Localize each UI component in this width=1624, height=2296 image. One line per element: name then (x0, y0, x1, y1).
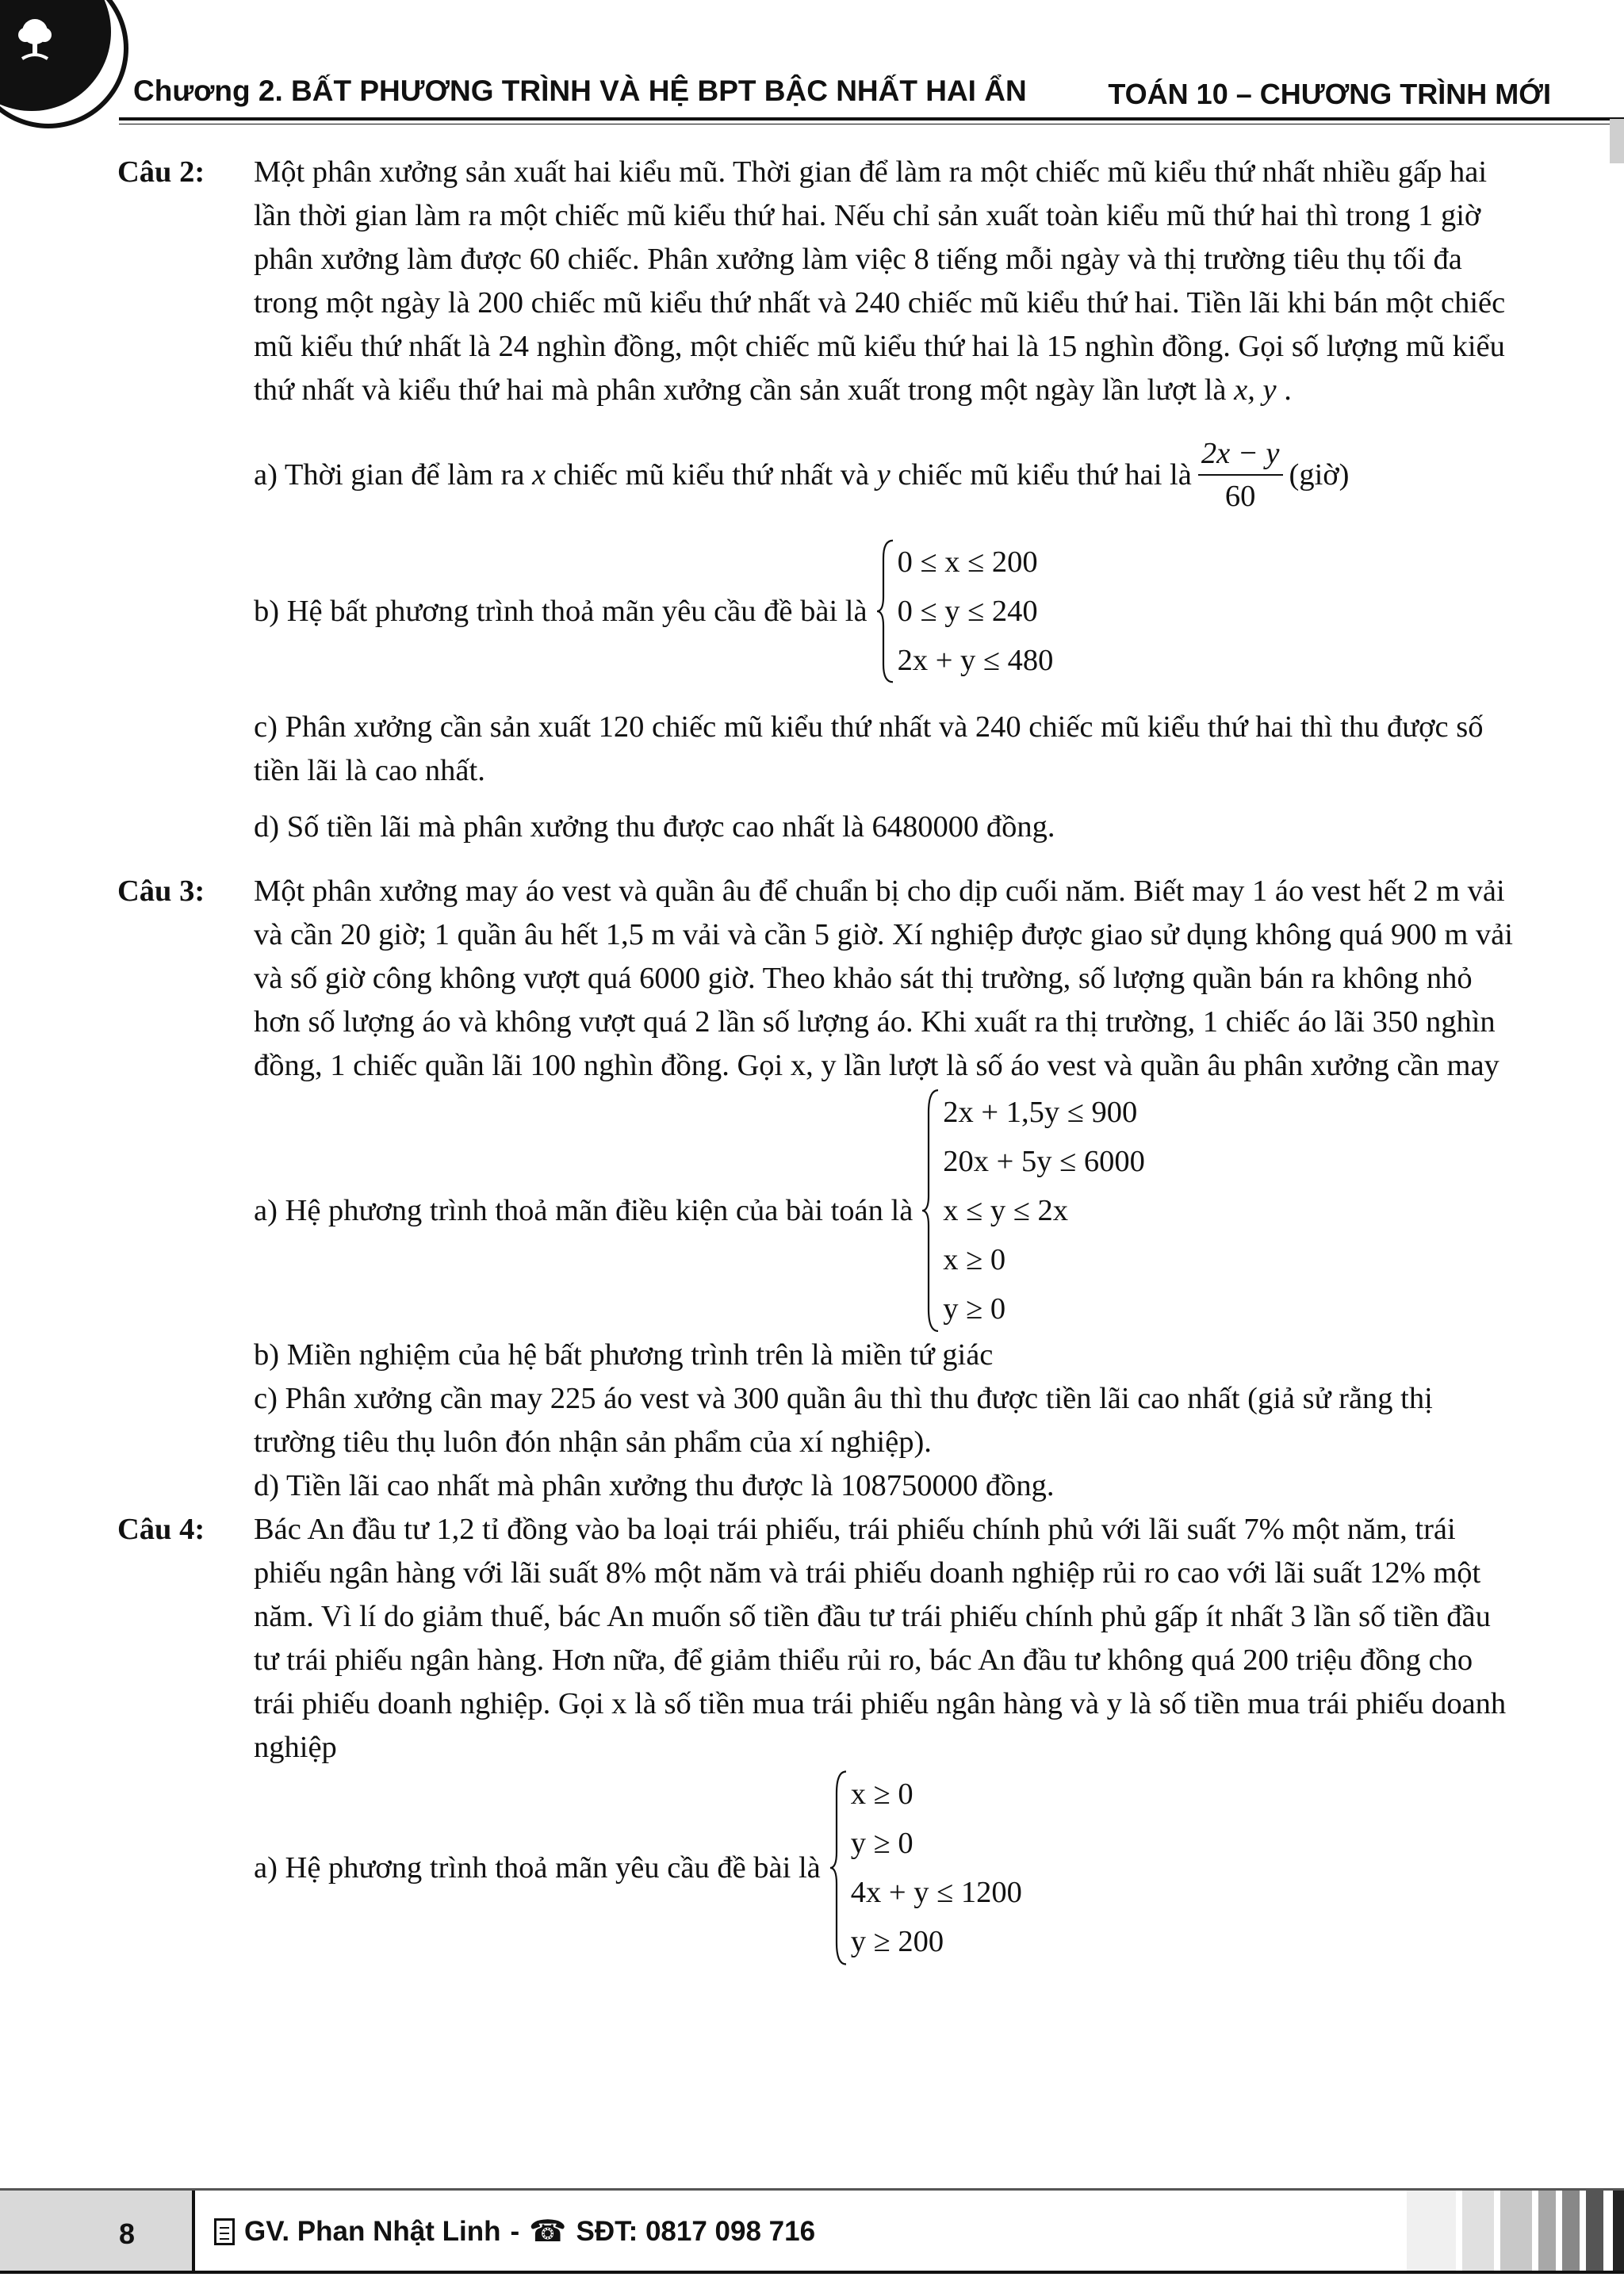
option-text: chiếc mũ kiểu thứ hai là (898, 457, 1192, 492)
fraction-denominator: 60 (1224, 480, 1256, 513)
option-b (254, 538, 1513, 685)
edge-shade (1610, 119, 1624, 163)
stem-text: Một phân xưởng sản xuất hai kiểu mũ. Thời gian để làm ra một chiếc mũ kiểu thứ nhất nhiều gấp hai lần thời gian làm ra một chiếc mũ kiểu thứ hai. Nếu chỉ sản xuất toàn kiểu mũ thứ hai thì trong 1 giờ phân xưởng làm được 60 chiếc. Phân xưởng làm việc 8 tiếng mỗi ngày và thị trường tiêu thụ tối đa trong một ngày là 200 chiếc mũ kiểu thứ nhất và 240 chiếc mũ kiểu thứ hai. Tiền lãi khi bán một chiếc mũ kiểu thứ nhất là 24 nghìn đồng, một chiếc mũ kiểu thứ hai là 15 nghìn đồng. Gọi số lượng mũ kiểu thứ nhất và kiểu thứ hai mà phân xưởng cần sản xuất trong một ngày lần lượt là (254, 155, 1506, 407)
header-rule (119, 117, 1624, 121)
option-text: b) Hệ bất phương trình thoả mãn yêu cầu đề bài là (254, 594, 868, 628)
inequality-system (875, 538, 1054, 685)
bar (1407, 2191, 1456, 2271)
author-name: GV. Phan Nhật Linh (244, 2215, 501, 2247)
bar (1500, 2191, 1532, 2271)
system-line: 4x + y ≤ 1200 (850, 1876, 1022, 1909)
var-x: x (532, 457, 546, 492)
option-d: d) Số tiền lãi mà phân xưởng thu được cao nhất là 6480000 đồng. (254, 810, 1055, 844)
question-label: Câu 2: (117, 155, 205, 189)
page-header (133, 75, 1551, 119)
option-a (254, 433, 1513, 517)
series-title: TOÁN 10 – CHƯƠNG TRÌNH MỚI (1108, 78, 1551, 110)
var-y: y (876, 457, 891, 492)
option-a (254, 1770, 1513, 1966)
footer-bottom-rule (0, 2271, 1624, 2274)
option-text: chiếc mũ kiểu thứ nhất và (553, 457, 870, 492)
page-number-box (0, 2191, 192, 2271)
chapter-title: Chương 2. BẤT PHƯƠNG TRÌNH VÀ HỆ BPT BẬC NHẤT HAI ẨN (133, 75, 1027, 107)
question-stem: Một phân xưởng may áo vest và quần âu để chuẩn bị cho dịp cuối năm. Biết may 1 áo vest hết 2 m vải và cần 20 giờ; 1 quần âu hết 1,5 m vải và cần 5 giờ. Xí nghiệp được giao sử dụng không quá 900 m vải và số giờ công không vượt quá 6000 giờ. Theo khảo sát thị trường, số lượng quần bán ra không nhỏ hơn số lượng áo và không vượt quá 2 lần số lượng áo. Khi xuất ra thị trường, 1 chiếc áo lãi 350 nghìn đồng, 1 chiếc quần lãi 100 nghìn đồng. Gọi x, y lần lượt là số áo vest và quần âu phân xưởng cần may (254, 874, 1513, 1082)
left-brace (829, 1770, 848, 1966)
system-line: 0 ≤ y ≤ 240 (897, 595, 1038, 628)
option-text: a) Hệ phương trình thoả mãn yêu cầu đề bài là (254, 1850, 821, 1885)
system-line: y ≥ 0 (943, 1292, 1006, 1326)
option-d: d) Tiền lãi cao nhất mà phân xưởng thu được là 108750000 đồng. (254, 1469, 1055, 1502)
system-line: 2x + 1,5y ≤ 900 (943, 1096, 1138, 1129)
bar (1462, 2191, 1494, 2271)
option-c: c) Phân xưởng cần may 225 áo vest và 300 quần âu thì thu được tiền lãi cao nhất (giả sử rằng thị trường tiêu thụ luôn đón nhận sản phẩm của xí nghiệp). (254, 1382, 1433, 1459)
option-c: c) Phân xưởng cần sản xuất 120 chiếc mũ kiểu thứ nhất và 240 chiếc mũ kiểu thứ hai thì thu được số tiền lãi là cao nhất. (254, 710, 1484, 787)
content (117, 151, 1513, 1966)
left-brace (875, 538, 894, 685)
system-line: 2x + y ≤ 480 (897, 644, 1054, 677)
unit-text: (giờ) (1289, 457, 1350, 492)
inequality-system (921, 1088, 1145, 1334)
system-line: x ≥ 0 (943, 1243, 1006, 1276)
bar (1562, 2191, 1580, 2271)
footer-separator (192, 2191, 195, 2271)
question-2 (117, 151, 1513, 849)
question-label: Câu 4: (117, 1513, 205, 1546)
option-a (254, 1088, 1513, 1334)
page-footer (0, 2188, 1624, 2274)
footer-contact (214, 2214, 815, 2249)
system-line: x ≤ y ≤ 2x (943, 1194, 1069, 1227)
question-3 (117, 870, 1513, 1508)
phone-icon: ☎ (529, 2215, 567, 2248)
page-number: 8 (119, 2218, 136, 2250)
fraction-numerator: 2x − y (1198, 433, 1283, 476)
question-stem: Một phân xưởng sản xuất hai kiểu mũ. Thời gian để làm ra một chiếc mũ kiểu thứ nhất nhiều gấp hai lần thời gian làm ra một chiếc mũ kiểu thứ hai. Nếu chỉ sản xuất toàn kiểu mũ thứ hai thì trong 1 giờ phân xưởng làm được 60 chiếc. Phân xưởng làm việc 8 tiếng mỗi ngày và thị trường tiêu thụ tối đa trong một ngày là 200 chiếc mũ kiểu thứ nhất và 240 chiếc mũ kiểu thứ hai. Tiền lãi khi bán một chiếc mũ kiểu thứ nhất là 24 nghìn đồng, một chiếc mũ kiểu thứ hai là 15 nghìn đồng. Gọi số lượng mũ kiểu thứ nhất và kiểu thứ hai mà phân xưởng cần sản xuất trong một ngày lần lượt là x, y . (254, 155, 1506, 407)
left-brace (921, 1088, 940, 1334)
stem-vars: x, y (1234, 373, 1277, 407)
system-line: x ≥ 0 (850, 1777, 914, 1811)
option-text: a) Hệ phương trình thoả mãn điều kiện của bài toán là (254, 1193, 914, 1227)
decorative-bars (1407, 2191, 1624, 2271)
footer-rule (0, 2188, 1624, 2191)
system-line: y ≥ 200 (850, 1925, 944, 1958)
question-stem: Bác An đầu tư 1,2 tỉ đồng vào ba loại trái phiếu, trái phiếu chính phủ với lãi suất 7% một năm, trái phiếu ngân hàng với lãi suất 8% một năm và trái phiếu doanh nghiệp rủi ro cao với lãi suất 12% một năm. Vì lí do giảm thuế, bác An muốn số tiền đầu tư trái phiếu chính phủ gấp ít nhất 3 lần số tiền đầu tư trái phiếu ngân hàng. Hơn nữa, để giảm thiểu rủi ro, bác An đầu tư không quá 200 triệu đồng cho trái phiếu doanh nghiệp. Gọi x là số tiền mua trái phiếu ngân hàng và y là số tiền mua trái phiếu doanh nghiệp (254, 1513, 1507, 1764)
inequality-system (829, 1770, 1022, 1966)
question-4 (117, 1508, 1513, 1966)
option-text: a) Thời gian để làm ra (254, 457, 525, 492)
tree-icon (14, 16, 56, 63)
bar (1613, 2191, 1624, 2271)
phone-number: SĐT: 0817 098 716 (576, 2215, 816, 2247)
question-label: Câu 3: (117, 874, 205, 908)
system-line: 0 ≤ x ≤ 200 (897, 545, 1038, 579)
fraction (1198, 433, 1283, 517)
document-icon (214, 2218, 235, 2245)
system-line: y ≥ 0 (850, 1827, 914, 1860)
option-b: b) Miền nghiệm của hệ bất phương trình trên là miền tứ giác (254, 1338, 994, 1372)
separator-dash: - (510, 2215, 520, 2247)
system-line: 20x + 5y ≤ 6000 (943, 1145, 1145, 1178)
bar (1538, 2191, 1556, 2271)
bar (1586, 2191, 1603, 2271)
